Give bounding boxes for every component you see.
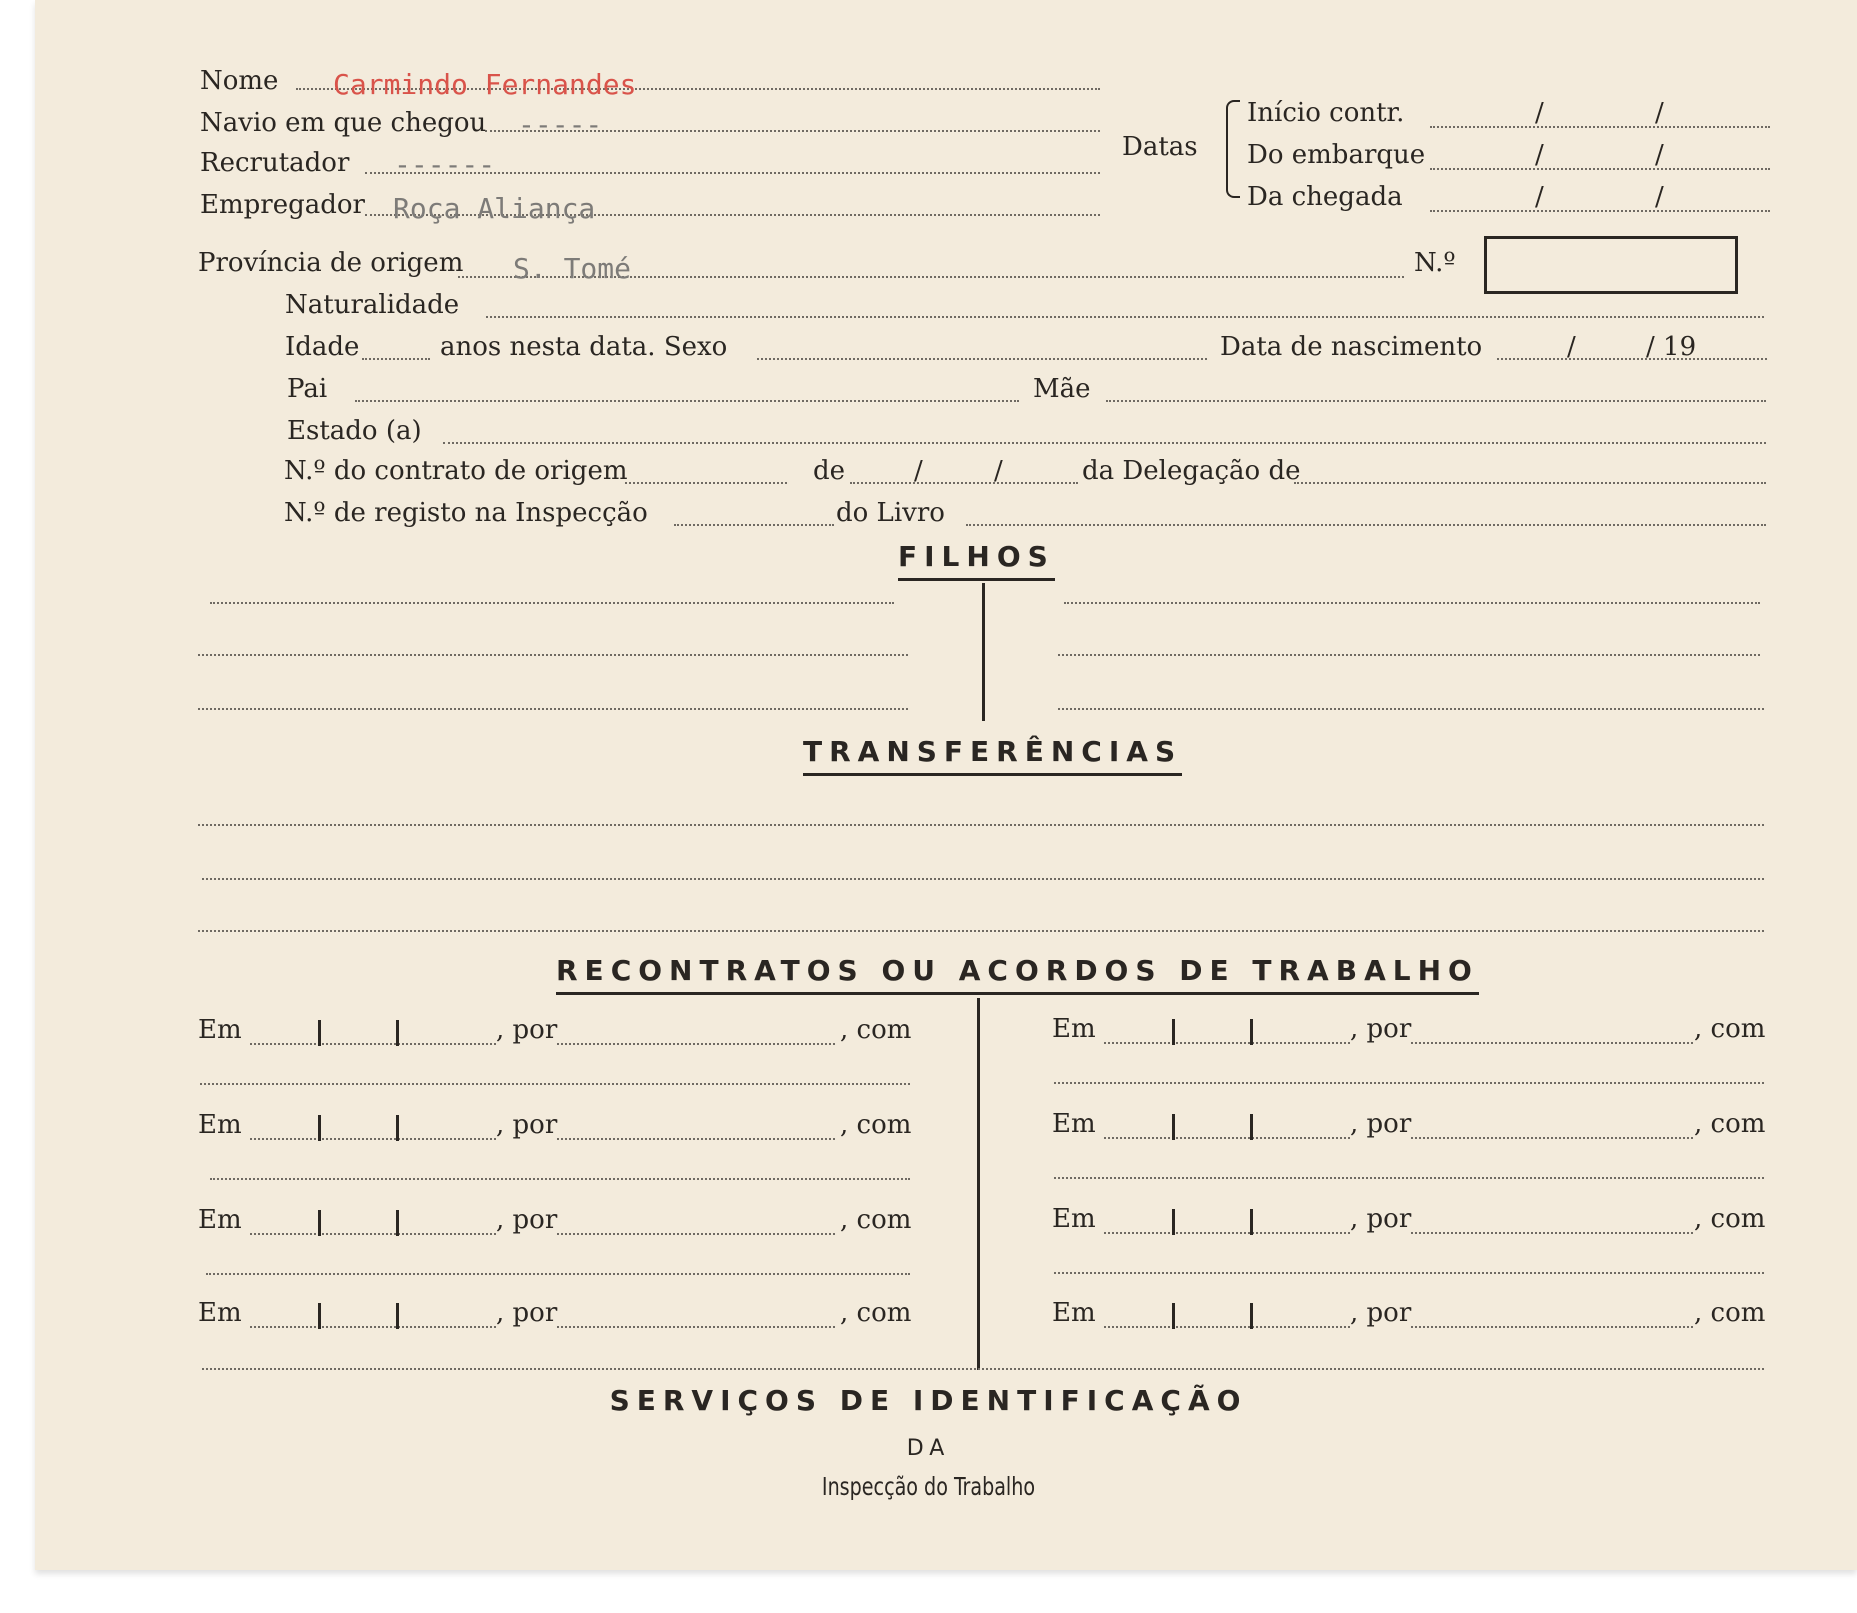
embarque-line — [1430, 168, 1770, 170]
filhos-line — [1064, 602, 1760, 604]
contrato-label: N.º do contrato de origem — [284, 456, 628, 486]
livro-label: do Livro — [836, 498, 945, 528]
recrutador-value: ------ — [394, 148, 496, 181]
nome-value: Carmindo Fernandes — [333, 68, 637, 101]
year-prefix: / 19 — [1646, 332, 1697, 362]
registo-line — [674, 524, 834, 526]
filhos-divider — [982, 583, 985, 721]
nome-label: Nome — [200, 66, 279, 96]
transferencias-line — [198, 930, 1764, 932]
nascimento-line — [1497, 358, 1767, 360]
inicio-contr-label: Início contr. — [1247, 98, 1405, 128]
filhos-line — [198, 654, 908, 656]
idade-label: Idade — [285, 332, 360, 362]
pai-label: Pai — [287, 374, 328, 404]
recrutador-label: Recrutador — [200, 148, 350, 178]
recontratos-divider — [977, 998, 980, 1370]
embarque-label: Do embarque — [1247, 140, 1426, 170]
estado-line — [443, 442, 1766, 444]
livro-line — [966, 524, 1766, 526]
numero-box — [1484, 236, 1738, 294]
datas-label: Datas — [1122, 132, 1198, 162]
data-nascimento-label: Data de nascimento — [1220, 332, 1483, 362]
naturalidade-label: Naturalidade — [285, 290, 460, 320]
naturalidade-line — [486, 316, 1764, 318]
mae-label: Mãe — [1033, 374, 1091, 404]
delegacao-line — [1294, 482, 1766, 484]
datas-brace — [1226, 100, 1240, 198]
empregador-label: Empregador — [200, 190, 365, 220]
filhos-line — [210, 602, 894, 604]
sexo-line — [757, 358, 1207, 360]
filhos-heading: FILHOS — [898, 540, 1055, 581]
inicio-contr-line — [1430, 126, 1770, 128]
de-label: de — [813, 456, 846, 486]
navio-value: ----- — [518, 108, 603, 141]
registo-label: N.º de registo na Inspecção — [284, 498, 648, 528]
transferencias-line — [198, 824, 1764, 826]
idade-line — [362, 358, 430, 360]
chegada-line — [1430, 210, 1770, 212]
mae-line — [1106, 400, 1766, 402]
footer-subtitle: Inspecção do Trabalho — [821, 1472, 1036, 1501]
provincia-value: S. Tomé — [513, 252, 632, 285]
filhos-line — [1058, 654, 1760, 656]
recontratos-heading: RECONTRATOS OU ACORDOS DE TRABALHO — [556, 954, 1479, 995]
contrato-line — [625, 482, 787, 484]
filhos-line — [198, 708, 908, 710]
estado-label: Estado (a) — [287, 416, 422, 446]
delegacao-label: da Delegação de — [1082, 456, 1301, 486]
numero-label: N.º — [1414, 248, 1456, 278]
provincia-label: Província de origem — [198, 248, 464, 278]
filhos-line — [1058, 708, 1764, 710]
chegada-label: Da chegada — [1247, 182, 1403, 212]
transferencias-heading: TRANSFERÊNCIAS — [803, 735, 1182, 776]
contrato-date-line — [850, 482, 1078, 484]
pai-line — [355, 400, 1019, 402]
empregador-value: Roça Aliança — [393, 192, 596, 225]
transferencias-line — [202, 878, 1764, 880]
navio-label: Navio em que chegou — [200, 108, 487, 138]
footer-title: SERVIÇOS DE IDENTIFICAÇÃO — [609, 1384, 1248, 1417]
footer-da: DA — [906, 1436, 951, 1461]
anos-sexo-label: anos nesta data. Sexo — [440, 332, 728, 362]
